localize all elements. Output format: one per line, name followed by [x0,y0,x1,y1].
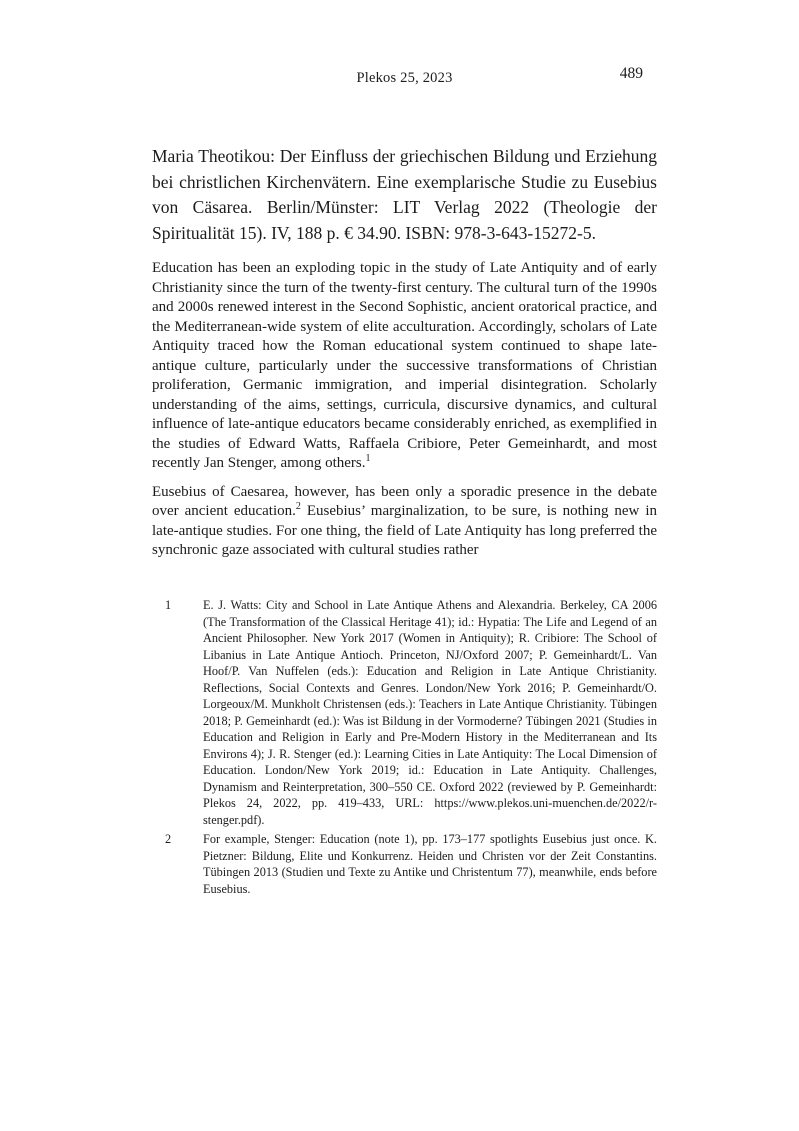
book-citation: Maria Theotikou: Der Einfluss der griechischen Bildung und Erziehung bei christlichen Kirchenvätern. Eine exemplarische Studie zu Eusebius von Cäsarea. Berlin/Münster: LIT Verlag 2022 (Theologie der Spiritualität 15). IV, 188 p. € 34.90. ISBN: 978-3-643-15272-5. [152,146,657,243]
footnote-number: 2 [165,832,172,846]
footnote-number: 1 [165,598,172,612]
paragraph-text: Eusebius’ marginalization, to be sure, is nothing new in late-antique studies. For one thing, the field of Late Antiquity has long preferred the synchronic gaze associated with cultural studies rather [152,503,657,558]
footnotes-section [152,597,657,900]
paragraph-text: Eusebius of Caesarea, however, has been only a sporadic presence in the debate over ancient education. [152,483,657,519]
running-title: Plekos 25, 2023 [356,70,453,86]
page-number: 489 [619,65,643,82]
footnote [152,831,657,897]
footnote-text: For example, Stenger: Education (note 1), pp. 173–177 spotlights Eusebius just once. K. Pietzner: Bildung, Elite und Konkurrenz. Heiden und Christen vor der Zeit Constantins. Tübingen 2013 (Studien und Texte zu Antike und Christentum 77), meanwhile, ends before Eusebius. [203,832,657,896]
footnote-ref-1: 1 [365,453,371,464]
body-paragraph [152,483,657,561]
body-paragraph [152,259,657,474]
footnote-text: E. J. Watts: City and School in Late Antique Athens and Alexandria. Berkeley, CA 2006 (The Transformation of the Classical Heritage 41); id.: Hypatia: The Life and Legend of an Ancient Philosopher. New York 2017 (Women in Antiquity); R. Cribiore: The School of Libanius in Late Antique Antioch. Princeton, NJ/Oxford 2007; P. Gemeinhardt/L. Van Hoof/P. Van Nuffelen (eds.): Education and Religion in Late Antique Christianity. Reflections, Social Contexts and Genres. London/New York 2016; P. Gemeinhardt/O. Lorgeoux/M. Munkholt Christensen (eds.): Teachers in Late Antique Christianity. Tübingen 2018; P. Gemeinhardt (ed.): Was ist Bildung in der Vormoderne? Tübingen 2021 (Studies in Education and Religion in Early and Pre-Modern History in the Mediterranean and Its Environs 4); J. R. Stenger (ed.): Learning Cities in Late Antiquity: The Local Dimension of Education. London/New York 2019; id.: Education in Late Antiquity. Challenges, Dynamism and Reinterpretation, 300–550 CE. Oxford 2022 (reviewed by P. Gemeinhardt: Plekos 24, 2022, pp. 419–433, URL: https://www.plekos.uni-muenchen.de/2022/r-stenger.pdf). [203,598,657,827]
footnote [152,597,657,828]
paragraph-text: Education has been an exploding topic in the study of Late Antiquity and of early Christianity since the turn of the twenty-first century. The cultural turn of the 1990s and 2000s renewed interest in the Second Sophistic, ancient oratorical practice, and the Mediterranean-wide system of elite acculturation. Accordingly, scholars of Late Antiquity traced how the Roman educational system continued to shape late-antique culture, particularly under the successive transformations of Christian proliferation, Germanic immigration, and imperial disintegration. Scholarly understanding of the aims, settings, curricula, discursive dynamics, and cultural influence of late-antique educators became considerably enriched, as exemplified in the studies of Edward Watts, Raffaela Cribiore, Peter Gemeinhardt, and most recently Jan Stenger, among others. [152,260,657,471]
footnote-ref-2: 2 [295,501,301,512]
review-content [152,144,657,570]
